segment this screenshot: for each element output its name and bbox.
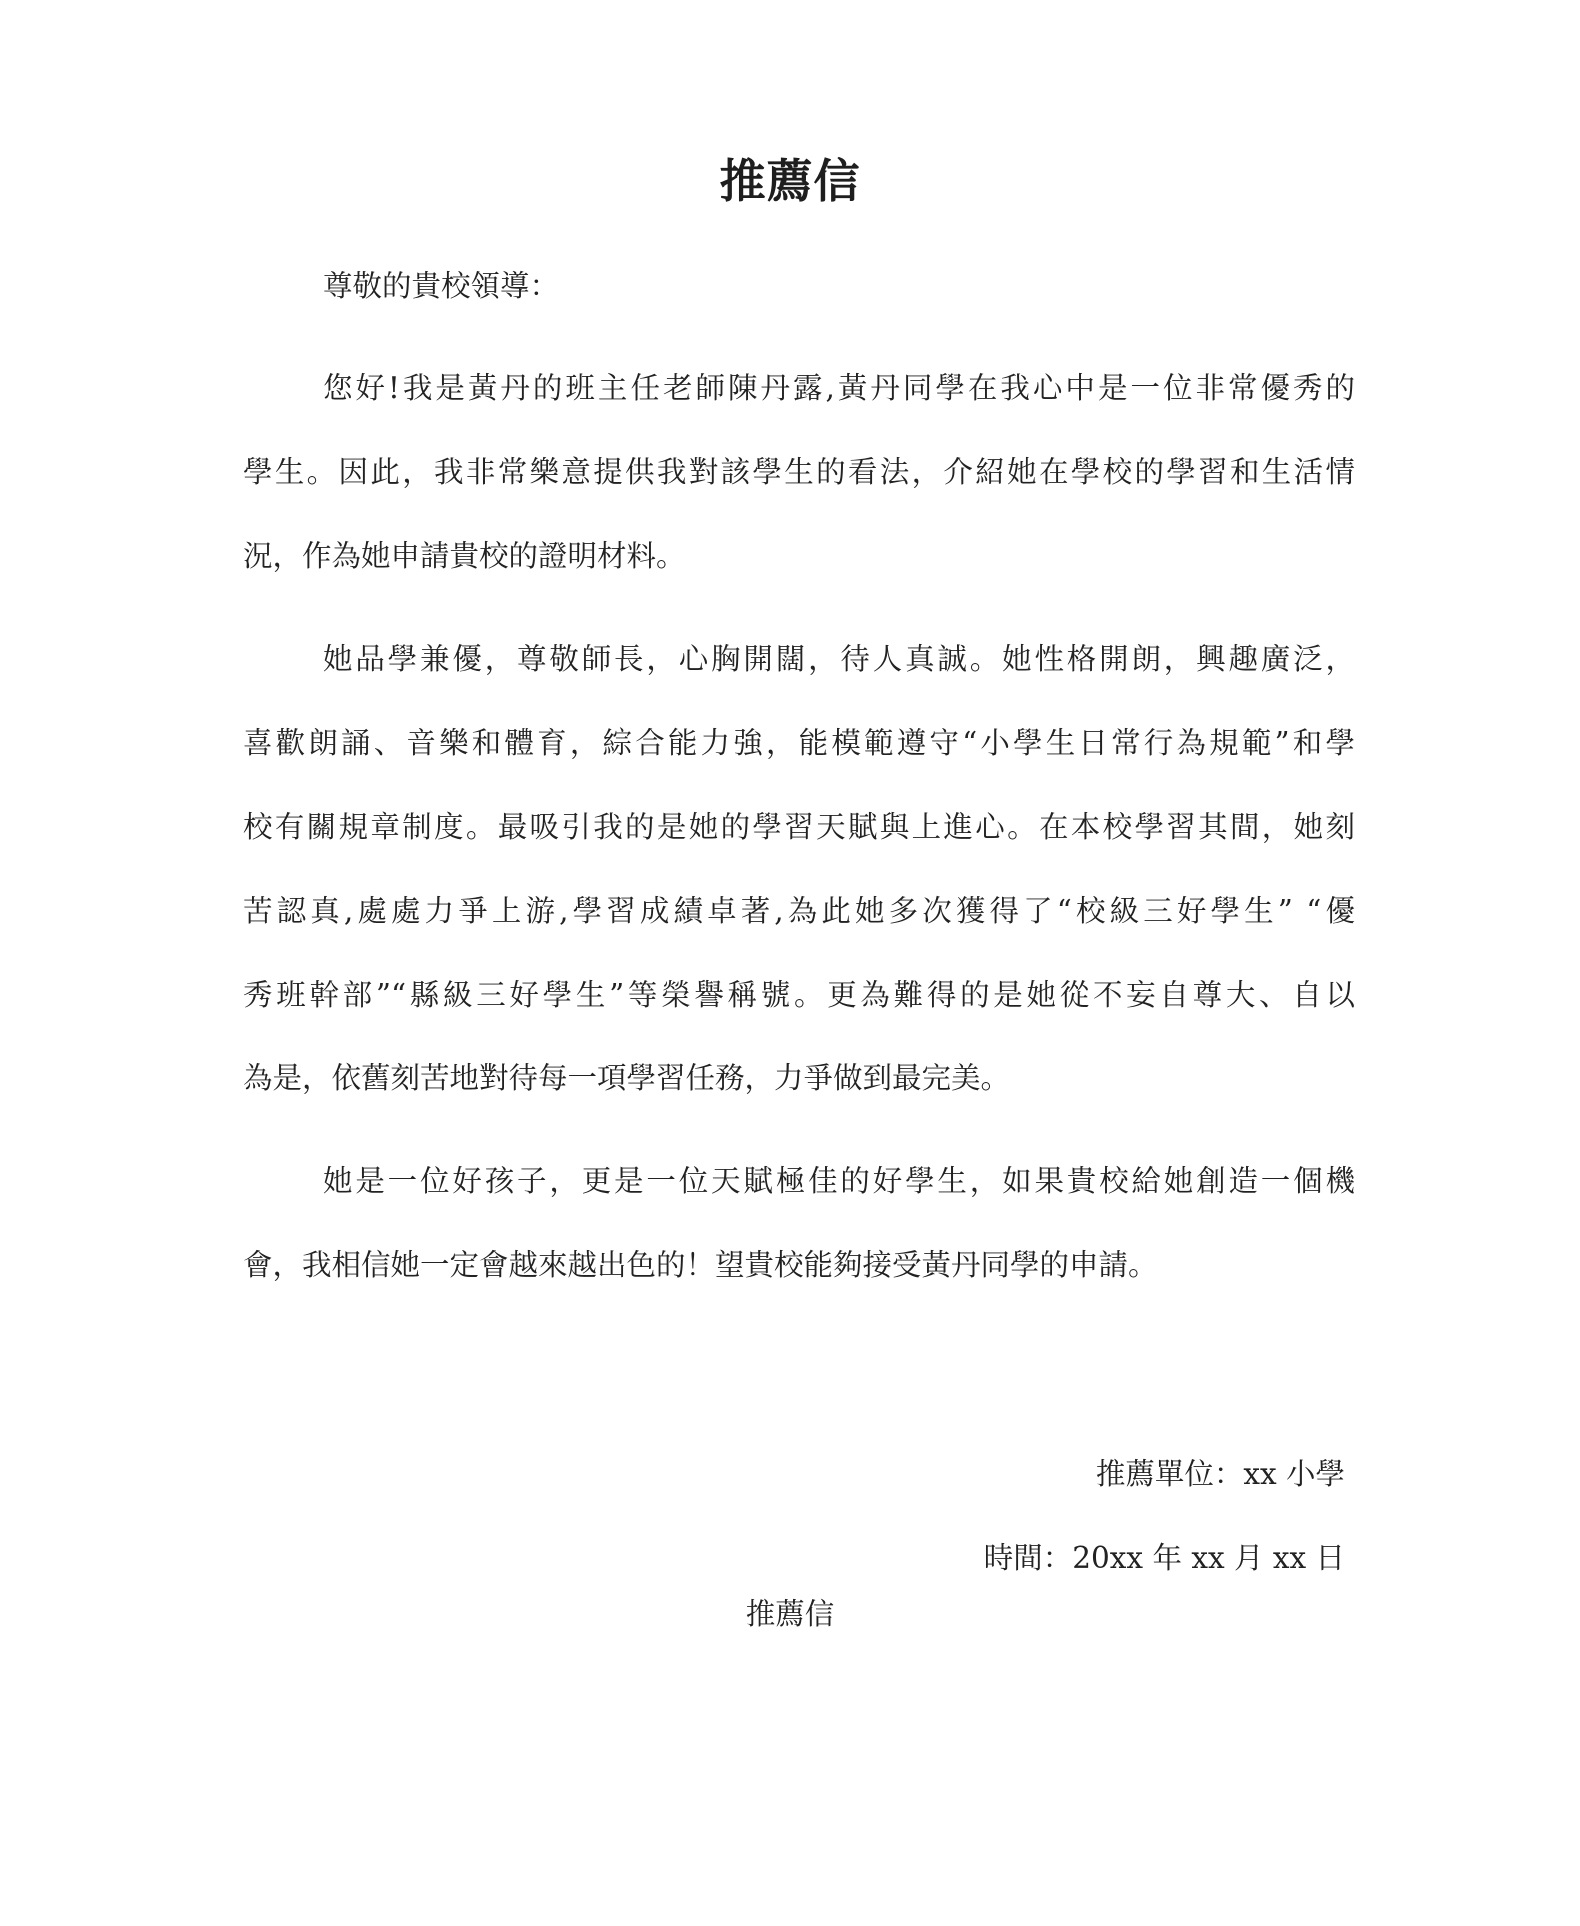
- signature-unit: 推薦單位：xx 小學: [1095, 1457, 1345, 1491]
- page-footer: 推薦信: [745, 1597, 835, 1631]
- paragraph-3-line-1: 她是一位好孩子，更是一位天賦極佳的好學生，如果貴校給她創造一個機: [323, 1164, 1355, 1198]
- paragraph-2-line-3: 校有關規章制度。最吸引我的是她的學習天賦與上進心。在本校學習其間，她刻: [243, 810, 1355, 844]
- document-title: 推薦信: [719, 154, 861, 208]
- paragraph-2-line-1: 她品學兼優，尊敬師長，心胸開闊，待人真誠。她性格開朗，興趣廣泛，: [323, 642, 1355, 676]
- paragraph-1-line-1: 您好!我是黃丹的班主任老師陳丹露,黃丹同學在我心中是一位非常優秀的: [323, 371, 1355, 405]
- paragraph-2-line-4: 苦認真,處處力爭上游,學習成績卓著,為此她多次獲得了“校級三好學生” “優: [243, 894, 1355, 928]
- paragraph-2-line-6: 為是，依舊刻苦地對待每一項學習任務，力爭做到最完美。: [243, 1061, 1011, 1095]
- signature-date: 時間：20xx 年 xx 月 xx 日: [983, 1541, 1345, 1575]
- salutation: 尊敬的貴校領導：: [323, 269, 560, 303]
- paragraph-1-line-2: 學生。因此，我非常樂意提供我對該學生的看法，介紹她在學校的學習和生活情: [243, 455, 1355, 489]
- paragraph-2-line-5: 秀班幹部”“縣級三好學生”等榮譽稱號。更為難得的是她從不妄自尊大、自以: [243, 978, 1355, 1012]
- paragraph-2-line-2: 喜歡朗誦、音樂和體育，綜合能力強，能模範遵守“小學生日常行為規範”和學: [243, 726, 1355, 760]
- paragraph-1-line-3: 況，作為她申請貴校的證明材料。: [243, 539, 686, 573]
- paragraph-3-line-2: 會，我相信她一定會越來越出色的！望貴校能夠接受黃丹同學的申請。: [243, 1248, 1158, 1282]
